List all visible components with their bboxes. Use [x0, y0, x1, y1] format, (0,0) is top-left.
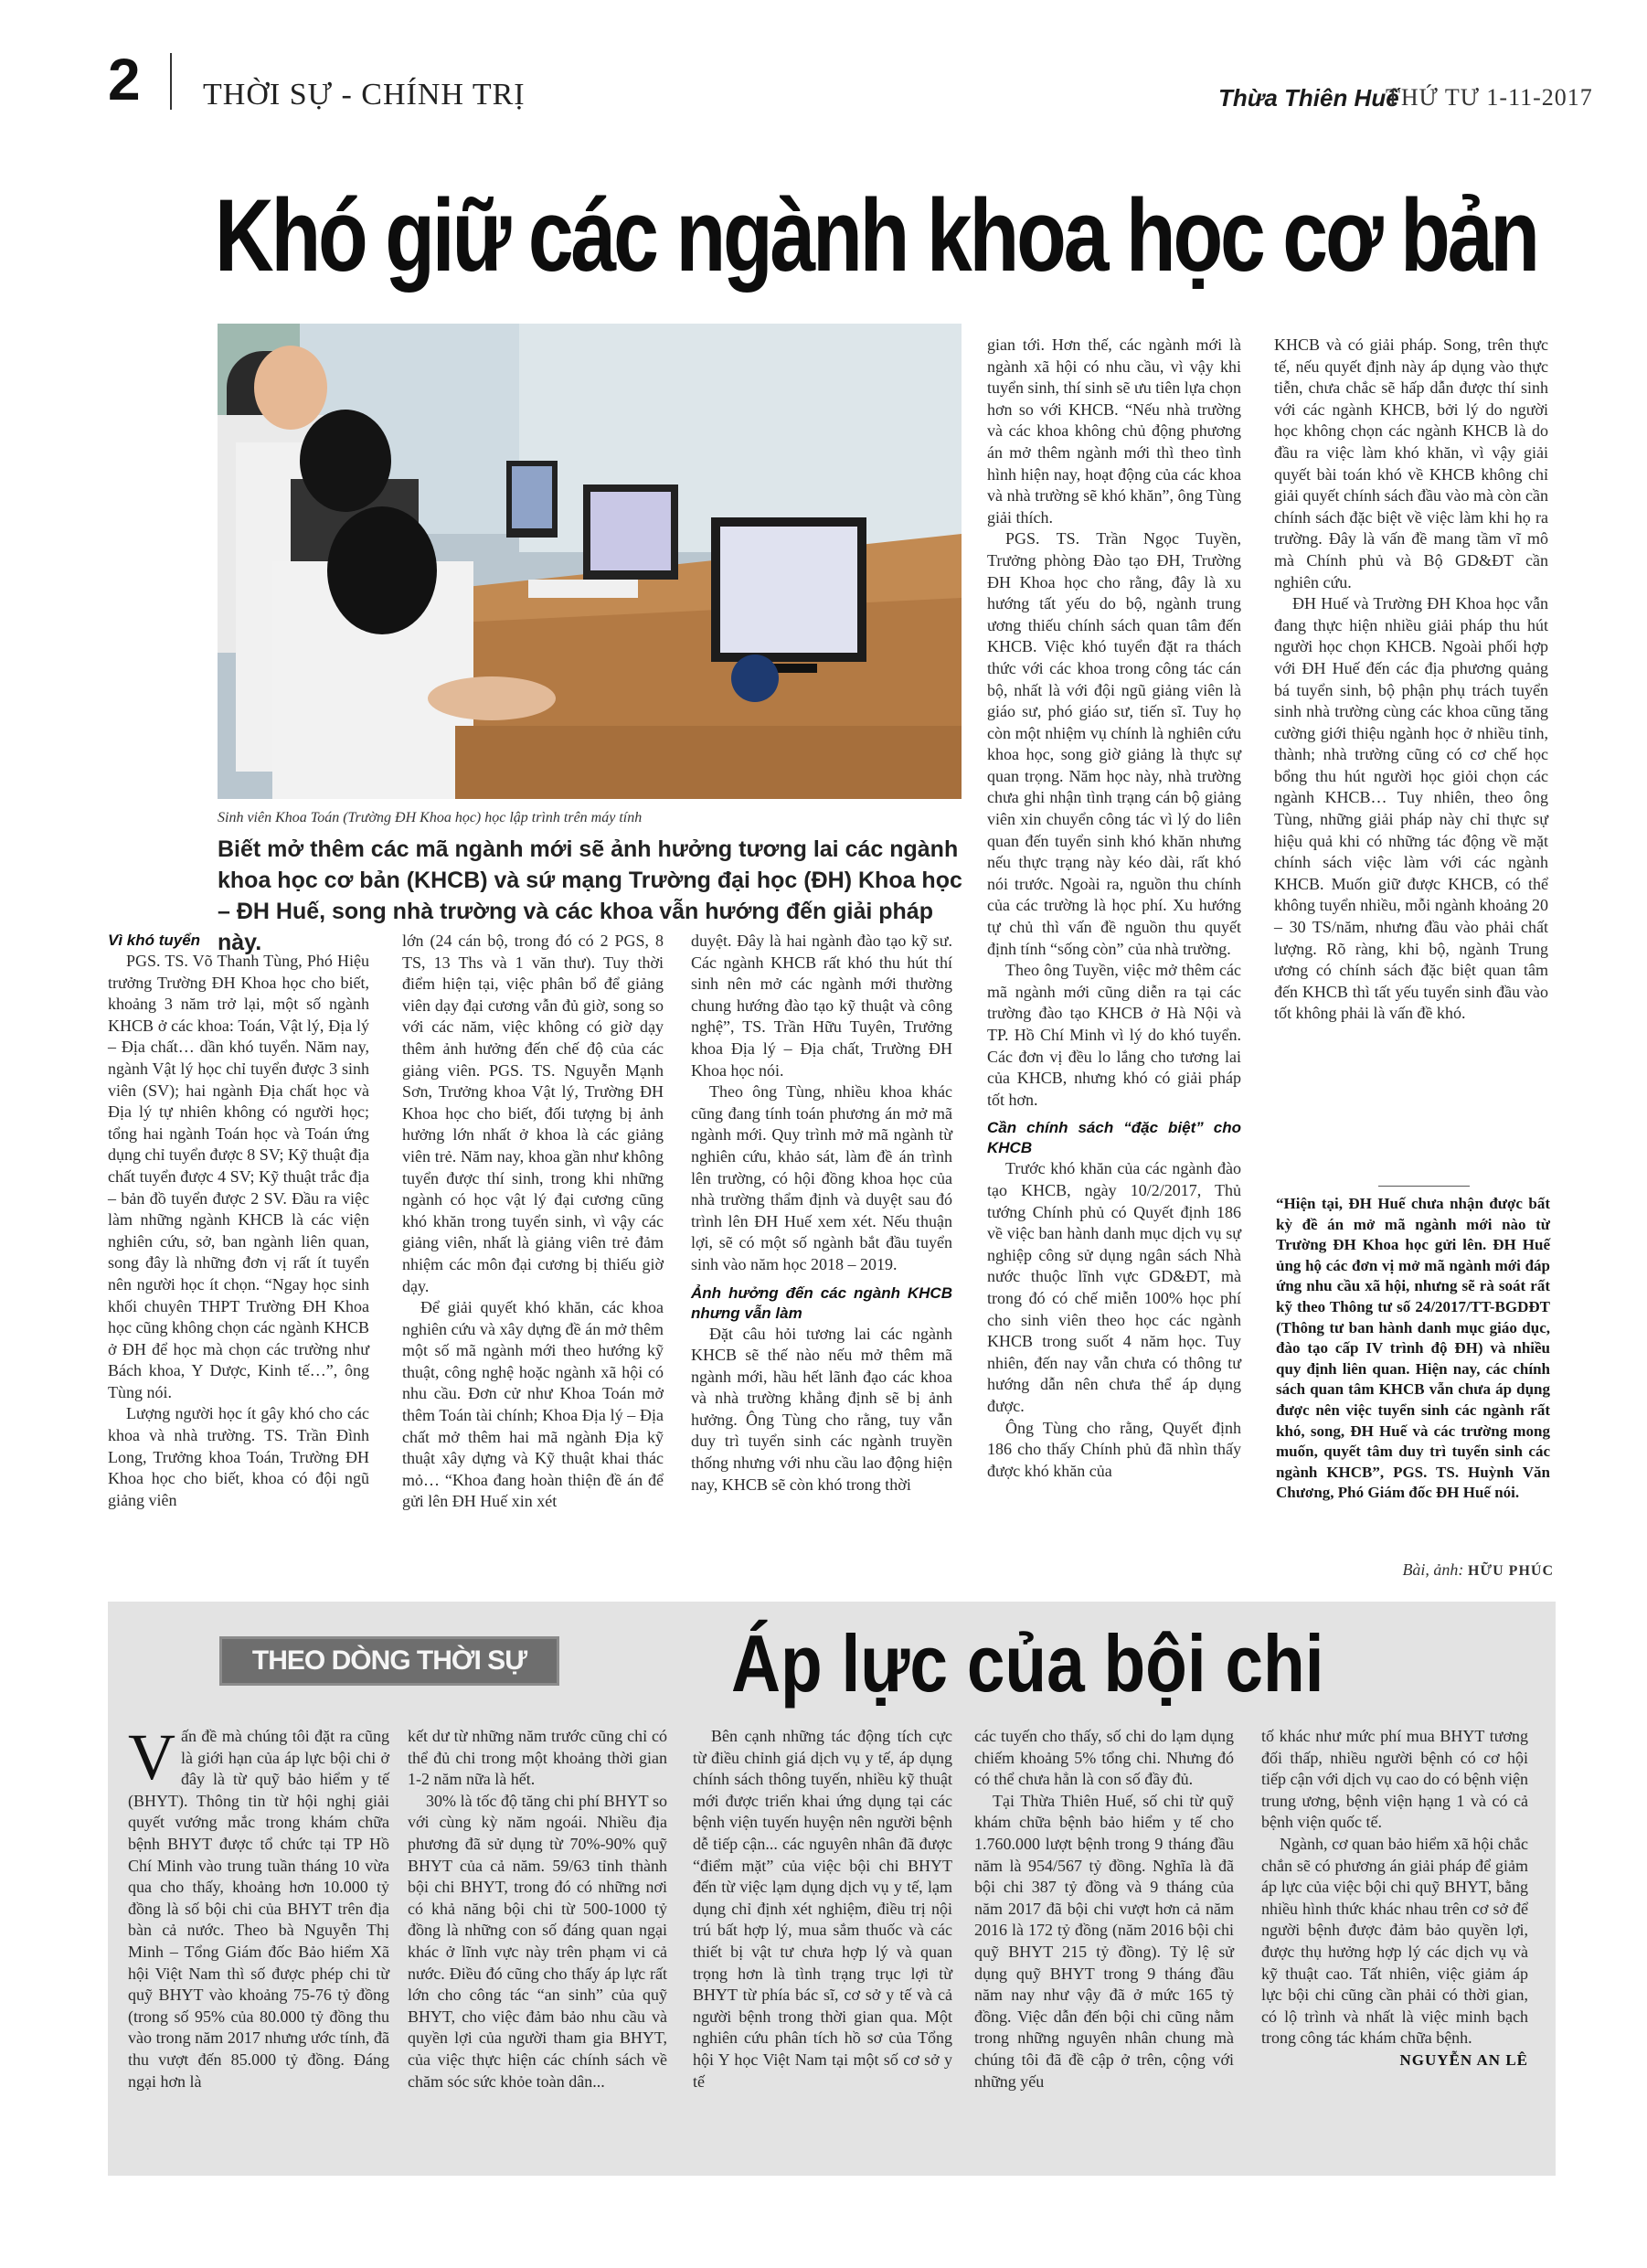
article-column-5 [1274, 335, 1548, 1025]
box-column-4 [974, 1726, 1234, 2092]
subheading-kho-tuyen: Vì khó tuyển [108, 932, 201, 949]
paragraph: PGS. TS. Võ Thanh Tùng, Phó Hiệu trưởng Trường ĐH Khoa học cho biết, khoảng 3 năm trở lại, một số ngành KHCB ở các khoa: Toán, Vật lý, Địa lý – Địa chất… dần khó tuyển. Năm nay, ngành Vật lý học chỉ tuyển được 3 sinh viên (SV); hai ngành Địa chất học và Địa lý tự nhiên không có người học; tổng hai ngành Toán học và Toán ứng dụng chỉ tuyển được 8 SV; Kỹ thuật địa chất tuyển được 4 SV; Kỹ thuật trắc địa – bản đồ tuyển được 2 SV. Đầu ra việc làm những ngành KHCB là các viện nghiên cứu, sở, ban ngành liên quan, song đây là những đơn vị rất ít tuyển nên người học ít chọn. “Ngay học sinh khối chuyên THPT Trường ĐH Khoa học cũng không chọn các ngành KHCB ở ĐH để học mà chọn các trường như Bách khoa, Y Dược, Kinh tế…”, ông Tùng nói. [108, 952, 369, 1401]
article-column-4 [987, 335, 1241, 1482]
article-column-2 [402, 931, 664, 1513]
drop-cap: V [128, 1720, 175, 1794]
box-headline: Áp lực của bội chi [731, 1618, 1324, 1709]
box-column-3 [693, 1726, 952, 2092]
box-column-2 [408, 1726, 667, 2092]
paragraph: các tuyến cho thấy, số chi do lạm dụng chiếm khoảng 5% tổng chi. Nhưng đó có thể chưa hẳn là con số đầy đủ. [974, 1727, 1234, 1789]
paragraph: Bên cạnh những tác động tích cực từ điều chỉnh giá dịch vụ y tế, áp dụng chính sách thông tuyến, nhiều kỹ thuật mới được triển khai ứng dụng tại các bệnh viện tuyến huyện nên người bệnh dễ tiếp cận... các nguyên nhân đã được “điểm mặt” của việc bội chi BHYT đến từ việc lạm dụng dịch vụ y tế, lạm dụng chỉ định xét nghiệm, điều trị nội trú bất hợp lý, mua sắm thuốc và các thiết bị vật tư chưa hợp lý và quan trọng hơn là tình trạng trục lợi từ BHYT từ phía bác sĩ, cơ sở y tế và cả người bệnh trong thời gian qua. Một nghiên cứu phân tích hồ sơ của Tổng hội Y học Việt Nam tại một số cơ sở y tế [693, 1727, 952, 2091]
byline [1362, 1560, 1554, 1580]
box-column-5 [1261, 1726, 1528, 2071]
paragraph: lớn (24 cán bộ, trong đó có 2 PGS, 8 TS, 13 Ths và 1 văn thư). Tuy thời điểm hiện tại, việc phân bổ để giảng viên dạy đại cương vẫn đủ giờ, song so với các năm, việc không có giờ dạy thêm ảnh hưởng đến chế độ của các giảng viên. PGS. TS. Nguyễn Mạnh Sơn, Trưởng khoa Vật lý, Trường ĐH Khoa học cho biết, đối tượng bị ảnh hưởng lớn nhất ở khoa là các giảng viên trẻ. Năm nay, khoa gần như không tuyển được thí sinh, trong khi những ngành có học vật lý đại cương cũng khó khăn trong tuyển sinh, vì vậy các giảng viên, nhất là giảng viên trẻ đảm nhiệm các môn đại cương bị thiếu giờ dạy. [402, 932, 664, 1295]
pull-quote: “Hiện tại, ĐH Huế chưa nhận được bất kỳ đề án mở mã ngành mới nào từ Trường ĐH Khoa học gửi lên. ĐH Huế ủng hộ các đơn vị mở mã ngành mới đáp ứng nhu cầu xã hội, nhưng sẽ rà soát rất kỹ theo Thông tư số 24/2017/TT-BGDĐT (Thông tư ban hành danh mục giáo dục, đào tạo cấp IV trình độ ĐH) và nhiều quy định liên quan. Hiện nay, các chính sách quan tâm KHCB vẫn chưa áp dụng được nên việc tuyển sinh các ngành rất khó, song, ĐH Huế và các trường mong muốn, quyết tâm duy trì tuyển sinh các ngành KHCB”, PGS. TS. Huỳnh Văn Chương, Phó Giám đốc ĐH Huế nói. [1276, 1195, 1550, 1502]
box-column-1 [128, 1720, 389, 2092]
box-author: NGUYỄN AN LÊ [1399, 2050, 1528, 2069]
section-title: THỜI SỰ - CHÍNH TRỊ [203, 78, 526, 112]
paragraph: KHCB và có giải pháp. Song, trên thực tế, nếu quyết định này áp dụng vào thực tiễn, chưa chắc sẽ hấp dẫn được thí sinh với các ngành KHCB, bởi lý do người học không chọn các ngành KHCB là do đầu ra việc làm khó khăn, vì vậy giải quyết bài toán khó về KHCB không chỉ giải quyết chính sách đầu vào mà còn cần chính sách đặc biệt về việc làm khi họ ra trường. Đây là vấn đề mang tầm vĩ mô mà Chính phủ và Bộ GD&ĐT cần nghiên cứu. [1274, 335, 1548, 591]
article-column-3 [691, 931, 952, 1496]
classroom-photo-illustration [218, 324, 962, 799]
issue-date: THỨ TƯ 1-11-2017 [1386, 84, 1593, 111]
paragraph-text: ấn đề mà chúng tôi đặt ra cũng là giới hạn của áp lực bội chi ở đây là từ quỹ bảo hiểm y tế (BHYT). Thông tin từ hội nghị giải quyết vướng mắc trong khám chữa bệnh BHYT được tổ chức tại TP Hồ Chí Minh vào trung tuần tháng 10 vừa qua cho thấy, khoảng hơn 10.000 tỷ đồng là số bội chi của BHYT trên địa bàn cả nước. Theo bà Nguyễn Thị Minh – Tổng Giám đốc Bảo hiểm Xã hội Việt Nam thì số được phép chi từ quỹ BHYT vào khoảng 75-76 tỷ đồng (trong số 95% của 80.000 tỷ đồng thu vào trong năm 2017 nhưng ước tính, đã thu vượt đến 85.000 tỷ đồng. Đáng ngại hơn là [128, 1727, 389, 2091]
subheading-chinh-sach: Cần chính sách “đặc biệt” cho KHCB [987, 1119, 1241, 1157]
paragraph: gian tới. Hơn thế, các ngành mới là ngành xã hội có nhu cầu, vì vậy khi tuyển sinh, thí sinh sẽ ưu tiên lựa chọn hơn so với KHCB. “Nếu nhà trường và các khoa không chủ động phương án mở thêm ngành mới thì theo tình hình hiện nay, hoạt động của các khoa và nhà trường sẽ khó khăn”, ông Tùng giải thích. [987, 335, 1241, 527]
subheading-anh-huong: Ảnh hưởng đến các ngành KHCB nhưng vẫn làm [691, 1283, 952, 1322]
article-lead: Biết mở thêm các mã ngành mới sẽ ảnh hưởng tương lai các ngành khoa học cơ bản (KHCB) và sứ mạng Trường đại học (ĐH) Khoa học – ĐH Huế, song nhà trường và các khoa vẫn hướng đến giải pháp này. [218, 836, 962, 955]
article-headline: Khó giữ các ngành khoa học cơ bản [215, 178, 1537, 293]
paragraph: Trước khó khăn của các ngành đào tạo KHCB, ngày 10/2/2017, Thủ tướng Chính phủ có Quyết định 186 về việc ban hành danh mục dịch vụ sự nghiệp công sử dụng ngân sách Nhà nước thuộc lĩnh vực GD&ĐT, mà trong đó có chế miễn 100% học phí cho sinh viên theo học các ngành KHCB trong suốt 4 năm học. Tuy nhiên, đến nay vẫn chưa có thông tư hướng dẫn nên chưa thể áp dụng được. [987, 1159, 1241, 1415]
article-photo [218, 324, 962, 799]
photo-caption: Sinh viên Khoa Toán (Trường ĐH Khoa học) học lập trình trên máy tính [218, 810, 643, 825]
page-number: 2 [108, 47, 141, 112]
paragraph: PGS. TS. Trần Ngọc Tuyền, Trưởng phòng Đào tạo ĐH, Trường ĐH Khoa học cho rằng, đây là xu hướng tất yếu do bộ, ngành trung ương thiếu chính sách quan tâm đến KHCB. Việc khó tuyển đặt ra thách thức với các khoa trong công tác cán bộ, nhất là với đội ngũ giảng viên là giáo sư, phó giáo sư, tiến sĩ. Tuy họ còn một nhiệm vụ chính là nghiên cứu khoa học, song giờ giảng là thực sự quan trọng. Năm học này, nhà trường chưa ghi nhận tình trạng cán bộ giảng viên xin chuyển công tác vì lý do liên quan đến tuyển sinh khó khăn nhưng nếu thực trạng này kéo dài, rất khó nói trước. Ngoài ra, nguồn thu chính của các trường là học phí. Xu hướng tự chủ thì vấn đề nguồn thu quyết định tính “sống còn” của nhà trường. [987, 529, 1241, 958]
newspaper-name: Thừa Thiên Huế [1218, 84, 1399, 112]
paragraph: duyệt. Đây là hai ngành đào tạo kỹ sư. Các ngành KHCB rất khó thu hút thí sinh nên mở các ngành mới thường chung hướng đào tạo kỹ thuật và công nghệ”, TS. Trần Hữu Tuyên, Trưởng khoa Địa lý – Địa chất, Trường ĐH Khoa học nói. [691, 932, 952, 1080]
paragraph: Theo ông Tuyền, việc mở thêm các mã ngành mới cũng diễn ra tại các trường đào tạo KHCB ở Hà Nội và TP. Hồ Chí Minh vì lý do khó tuyển. Các đơn vị đều lo lắng cho tương lai của KHCB, nhưng khó có giải pháp tốt hơn. [987, 961, 1241, 1109]
paragraph: Theo ông Tùng, nhiều khoa khác cũng đang tính toán phương án mở mã ngành mới. Quy trình mở mã ngành từ nghiên cứu, khảo sát, làm đề án trình lên trường, có hội đồng khoa học của nhà trường thẩm định và duyệt sau đó trình lên ĐH Huế xem xét. Nếu thuận lợi, sẽ có một số ngành bắt đầu tuyển sinh vào năm học 2018 – 2019. [691, 1082, 952, 1273]
paragraph: kết dư từ những năm trước cũng chỉ có thể đủ chi trong một khoảng thời gian 1-2 năm nữa là hết. [408, 1727, 667, 1789]
paragraph: tố khác như mức phí mua BHYT tương đối thấp, nhiều người bệnh có cơ hội tiếp cận với dịch vụ cao do có bệnh viện trung ương, bệnh viện hạng 1 và có cả bệnh viện quốc tế. [1261, 1727, 1528, 1832]
paragraph: Lượng người học ít gây khó cho các khoa và nhà trường. TS. Trần Đình Long, Trưởng khoa Toán, Trường ĐH Khoa học cho biết, khoa có đội ngũ giảng viên [108, 1404, 369, 1509]
article-column-1 [108, 931, 369, 1511]
paragraph [128, 1720, 389, 2092]
paragraph: Ông Tùng cho rằng, Quyết định 186 cho thấy Chính phủ đã nhìn thấy được khó khăn của [987, 1418, 1241, 1480]
header-divider [170, 53, 172, 110]
paragraph: ĐH Huế và Trường ĐH Khoa học vẫn đang thực hiện nhiều giải pháp thu hút người học chọn KHCB. Ngoài phối hợp với ĐH Huế đến các địa phương quảng bá tuyển sinh, bộ phận phụ trách tuyển sinh nhà trường cùng các khoa cũng tăng cường giới thiệu ngành học ở nhiều tỉnh, thành; nhà trường cũng có cơ chế học bổng thu hút người học giỏi chọn các ngành KHCB… Tuy nhiên, theo ông Tùng, những giải pháp này chỉ thực sự hiệu quả khi có những tác động về mặt chính sách việc làm với các ngành KHCB. Muốn giữ được KHCB, có thể không tuyển nhiều, mỗi ngành khoảng 20 – 30 TS/năm, nhưng đầu vào phải chất lượng. Rõ ràng, khi bộ, ngành Trung ương có chính sách đặc biệt quan tâm đến KHCB thì tất yếu tuyển sinh đầu vào tốt không phải là vấn đề khó. [1274, 594, 1548, 1023]
paragraph: 30% là tốc độ tăng chi phí BHYT so với cùng kỳ năm ngoái. Nhiều địa phương đã sử dụng từ 70%-90% quỹ BHYT của cả năm. 59/63 tỉnh thành bội chi BHYT, trong đó có những nơi có khả năng bội chi từ 500-1000 tỷ đồng là những con số đáng quan ngại khác ở lĩnh vực này trên phạm vi cả nước. Điều đó cũng cho thấy áp lực rất lớn cho công tác “an sinh” của quỹ BHYT, cho việc đảm bảo nhu cầu và quyền lợi của người tham gia BHYT, của việc thực hiện các chính sách về chăm sóc sức khỏe toàn dân... [408, 1791, 667, 2091]
byline-author: HỮU PHÚC [1467, 1563, 1554, 1579]
paragraph: Ngành, cơ quan bảo hiểm xã hội chắc chắn sẽ có phương án giải pháp để giảm áp lực của việc bội chi quỹ BHYT, bằng nhiều hình thức khác nhau trên cơ sở để người bệnh được đảm bảo quyền lợi, được thụ hưởng hợp lý các dịch vụ và kỹ thuật cao. Tất nhiên, việc giảm áp lực bội chi cũng cần phải có thời gian, có lộ trình và nhất là việc minh bạch trong công tác khám chữa bệnh. [1261, 1834, 1528, 2048]
byline-prefix: Bài, ảnh: [1402, 1560, 1464, 1579]
paragraph: Tại Thừa Thiên Huế, số chi từ quỹ khám chữa bệnh bảo hiểm y tế cho 1.760.000 lượt bệnh trong 9 tháng đầu năm là 954/567 tỷ đồng. Nghĩa là đã bội chi 387 tỷ đồng và 9 tháng của năm 2017 đã bội chi vượt hơn cả năm 2016 là 172 tỷ đồng (năm 2016 bội chi quỹ BHYT 215 tỷ đồng). Tỷ lệ sử dụng quỹ BHYT trong 9 tháng đầu năm nay như vậy đã ở mức 165 tỷ đồng. Việc dẫn đến bội chi cũng nằm trong những nguyên nhân chung mà chúng tôi đã đề cập ở trên, cộng với những yếu [974, 1791, 1234, 2091]
section-tag: THEO DÒNG THỜI SỰ [219, 1636, 559, 1686]
paragraph: Đặt câu hỏi tương lai các ngành KHCB sẽ thế nào nếu mở thêm mã ngành mới, hầu hết lãnh đạo các khoa và nhà trường khẳng định sẽ bị ảnh hưởng. Ông Tùng cho rằng, tuy vẫn duy trì tuyển sinh các ngành truyền thống nhưng với nhu cầu lao động hiện nay, KHCB sẽ còn khó trong thời [691, 1324, 952, 1494]
paragraph: Để giải quyết khó khăn, các khoa nghiên cứu và xây dựng đề án mở thêm một số mã ngành mới theo hướng kỹ thuật, công nghệ hoặc ngành xã hội có nhu cầu. Đơn cử như Khoa Toán mở thêm Toán tài chính; Khoa Địa lý – Địa chất mở thêm hai mã ngành Địa kỹ thuật xây dựng và Kỹ thuật khai thác mỏ… “Khoa đang hoàn thiện đề án để gửi lên ĐH Huế xin xét [402, 1298, 664, 1511]
quote-divider [1378, 1186, 1470, 1187]
